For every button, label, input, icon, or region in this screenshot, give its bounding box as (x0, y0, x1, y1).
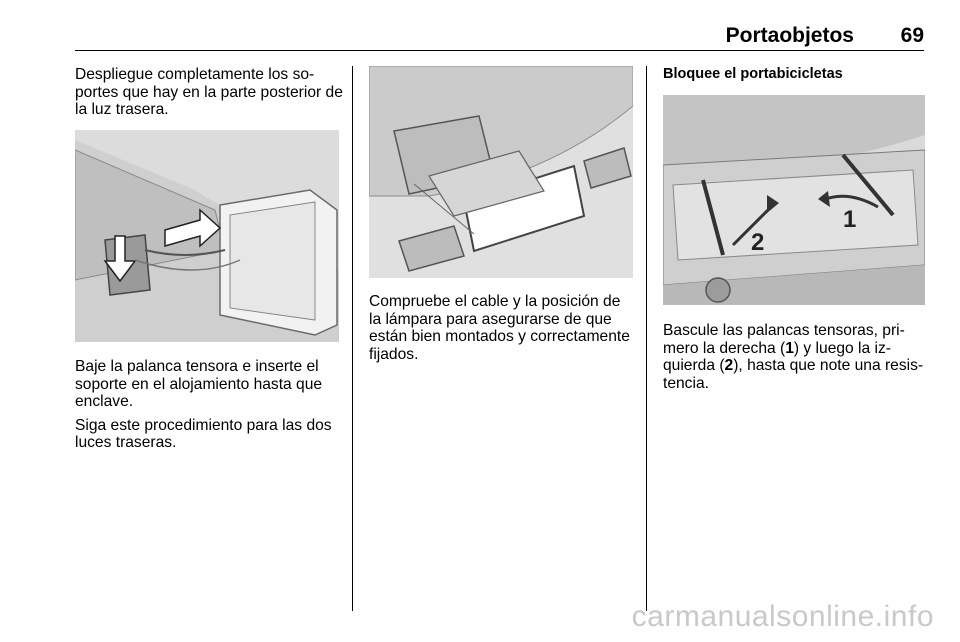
check-cable-paragraph: Compruebe el cable y la posición de la lámpara para asegurarse de que están bien montados y correctamente fijados. (369, 293, 630, 363)
figure-lamp-module (369, 66, 633, 278)
lever-instructions (663, 322, 928, 392)
column-1-steps (75, 358, 345, 458)
figure-tension-levers (663, 95, 925, 305)
step-paragraph-1: Baje la palanca tensora e inserte el soporte en el alojamiento hasta que enclave. (75, 358, 323, 410)
figure-lamp-bracket (75, 130, 339, 342)
page-number: 69 (900, 24, 924, 47)
column-divider-2 (646, 66, 647, 611)
page-header (75, 24, 924, 51)
intro-paragraph: Despliegue completamente los so-portes que hay en la parte posterior de la luz trasera. (75, 66, 343, 118)
callout-ref-2: 2 (724, 357, 734, 374)
watermark: carmanualsonline.info (631, 600, 934, 633)
lever-text-3: ), hasta que note una resis-tencia. (663, 357, 924, 392)
lock-heading: Bloquee el portabicicletas (663, 66, 843, 82)
lever-text-2: ) y luego la iz-quierda ( (663, 339, 891, 374)
column-3 (663, 66, 928, 90)
figure-callout-2: 2 (751, 229, 765, 256)
lever-text-1: Bascule las palancas tensoras, pri-mero la derecha ( (663, 322, 905, 357)
callout-ref-1: 1 (785, 339, 794, 357)
section-title: Portaobjetos (725, 24, 854, 47)
column-1 (75, 66, 345, 125)
column-divider-1 (352, 66, 353, 611)
column-2-text (369, 293, 634, 369)
figure-callout-1: 1 (843, 206, 857, 233)
column-3-text (663, 322, 928, 398)
step-paragraph-2: Siga este procedimiento para las dos luces traseras. (75, 416, 332, 451)
